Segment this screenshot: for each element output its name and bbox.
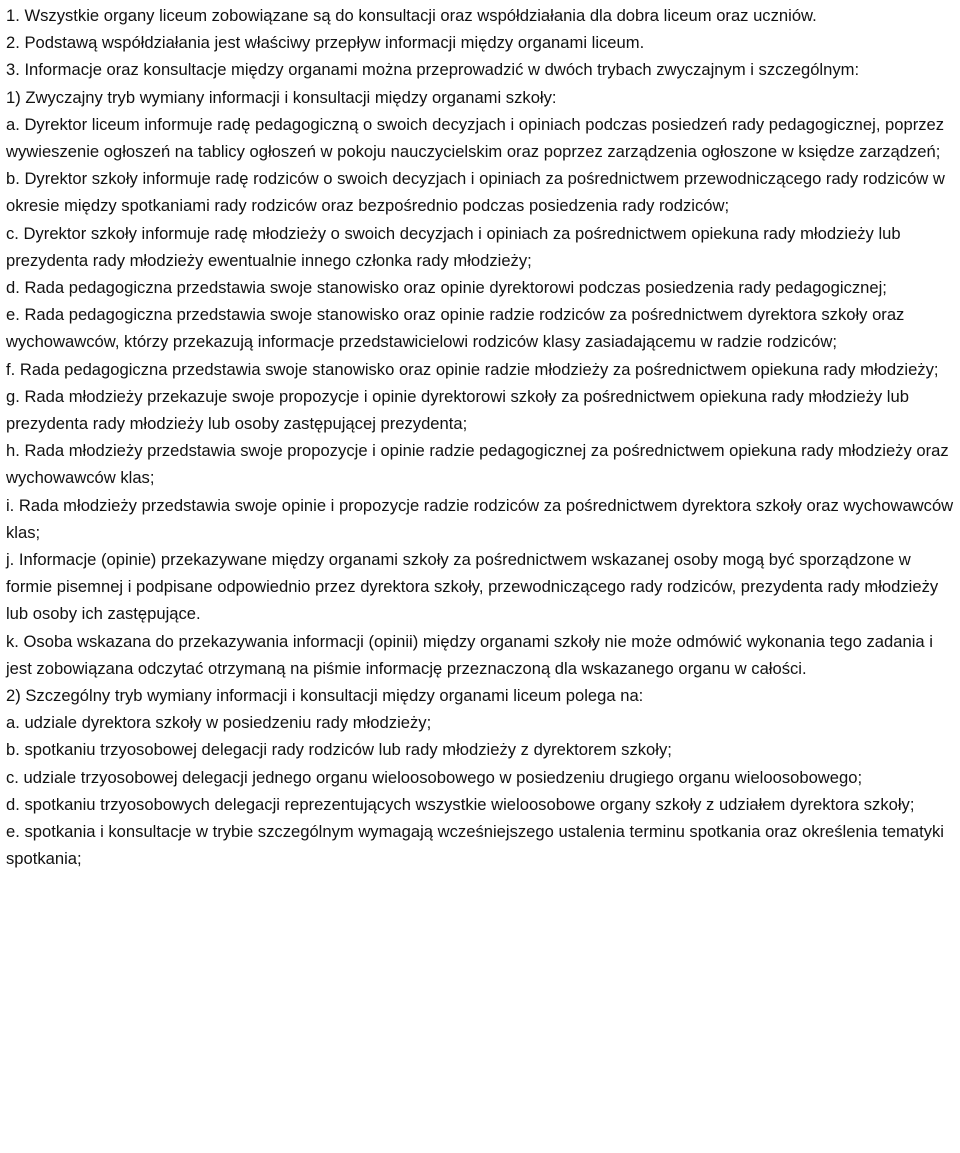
list-item-c: c. Dyrektor szkoły informuje radę młodzieży o swoich decyzjach i opiniach za pośrednictwem opiekuna rady młodzieży lub prezydenta rady młodzieży ewentualnie innego członka rady młodzieży; (6, 223, 901, 270)
list-item-j: j. Informacje (opinie) przekazywane między organami szkoły za pośrednictwem wskazanej osoby mogą być sporządzone w formie pisemnej i podpisane odpowiednio przez dyrektora szkoły, przewodniczącego rady rodziców, prezydenta rady młodzieży lub osoby ich zastępujące. (6, 550, 939, 624)
list-item-b: b. Dyrektor szkoły informuje radę rodziców o swoich decyzjach i opiniach za pośrednictwem przewodniczącego rady rodziców w okresie między spotkaniami rady rodziców oraz bezpośrednio podczas posiedzenia rady rodziców; (6, 169, 945, 216)
special-item-b: b. spotkaniu trzyosobowej delegacji rady rodziców lub rady młodzieży z dyrektorem szkoły; (6, 740, 672, 760)
list-item-k: k. Osoba wskazana do przekazywania informacji (opinii) między organami szkoły nie może odmówić wykonania tego zadania i jest zobowiązana odczytać otrzymaną na piśmie informację przeznaczoną dla wskazanego organu w całości. (6, 631, 933, 678)
paragraph-3: 3. Informacje oraz konsultacje między organami można przeprowadzić w dwóch trybach zwyczajnym i szczególnym: (6, 60, 860, 80)
list-item-i: i. Rada młodzieży przedstawia swoje opinie i propozycje radzie rodziców za pośrednictwem dyrektora szkoły oraz wychowawców klas; (6, 495, 954, 542)
list-item-d: d. Rada pedagogiczna przedstawia swoje stanowisko oraz opinie dyrektorowi podczas posiedzenia rady pedagogicznej; (6, 278, 887, 298)
paragraph-2: 2. Podstawą współdziałania jest właściwy przepływ informacji między organami liceum. (6, 33, 645, 53)
special-item-c: c. udziale trzyosobowej delegacji jednego organu wieloosobowego w posiedzeniu drugiego organu wieloosobowego; (6, 767, 863, 787)
list-item-a: a. Dyrektor liceum informuje radę pedagogiczną o swoich decyzjach i opiniach podczas posiedzeń rady pedagogicznej, poprzez wywieszenie ogłoszeń na tablicy ogłoszeń w pokoju nauczycielskim oraz poprzez zarządzenia ogłoszone w księdze zarządzeń; (6, 114, 945, 162)
section-heading-ordinary-mode: 1) Zwyczajny tryb wymiany informacji i konsultacji między organami szkoły: (6, 87, 557, 107)
list-item-g: g. Rada młodzieży przekazuje swoje propozycje i opinie dyrektorowi szkoły za pośrednictwem opiekuna rady młodzieży lub prezydenta rady młodzieży lub osoby zastępującej prezydenta; (6, 386, 909, 434)
list-item-f: f. Rada pedagogiczna przedstawia swoje stanowisko oraz opinie radzie młodzieży za pośrednictwem opiekuna rady młodzieży; (6, 359, 939, 379)
list-item-e: e. Rada pedagogiczna przedstawia swoje stanowisko oraz opinie radzie rodziców za pośrednictwem dyrektora szkoły oraz wychowawców, którzy przekazują informacje przedstawicielowi rodziców klasy zasiadającemu w radzie rodziców; (6, 305, 905, 352)
special-item-e: e. spotkania i konsultacje w trybie szczególnym wymagają wcześniejszego ustalenia terminu spotkania oraz określenia tematyki spotkania; (6, 822, 944, 869)
special-item-d: d. spotkaniu trzyosobowych delegacji reprezentujących wszystkie wieloosobowe organy szkoły z udziałem dyrektora szkoły; (6, 794, 915, 814)
list-item-h: h. Rada młodzieży przedstawia swoje propozycje i opinie radzie pedagogicznej za pośrednictwem opiekuna rady młodzieży oraz wychowawców klas; (6, 441, 949, 488)
paragraph-1: 1. Wszystkie organy liceum zobowiązane są do konsultacji oraz współdziałania dla dobra liceum oraz uczniów. (6, 6, 817, 25)
section-heading-special-mode: 2) Szczególny tryb wymiany informacji i konsultacji między organami liceum polega na: (6, 686, 644, 706)
special-item-a: a. udziale dyrektora szkoły w posiedzeniu rady młodzieży; (6, 713, 432, 733)
